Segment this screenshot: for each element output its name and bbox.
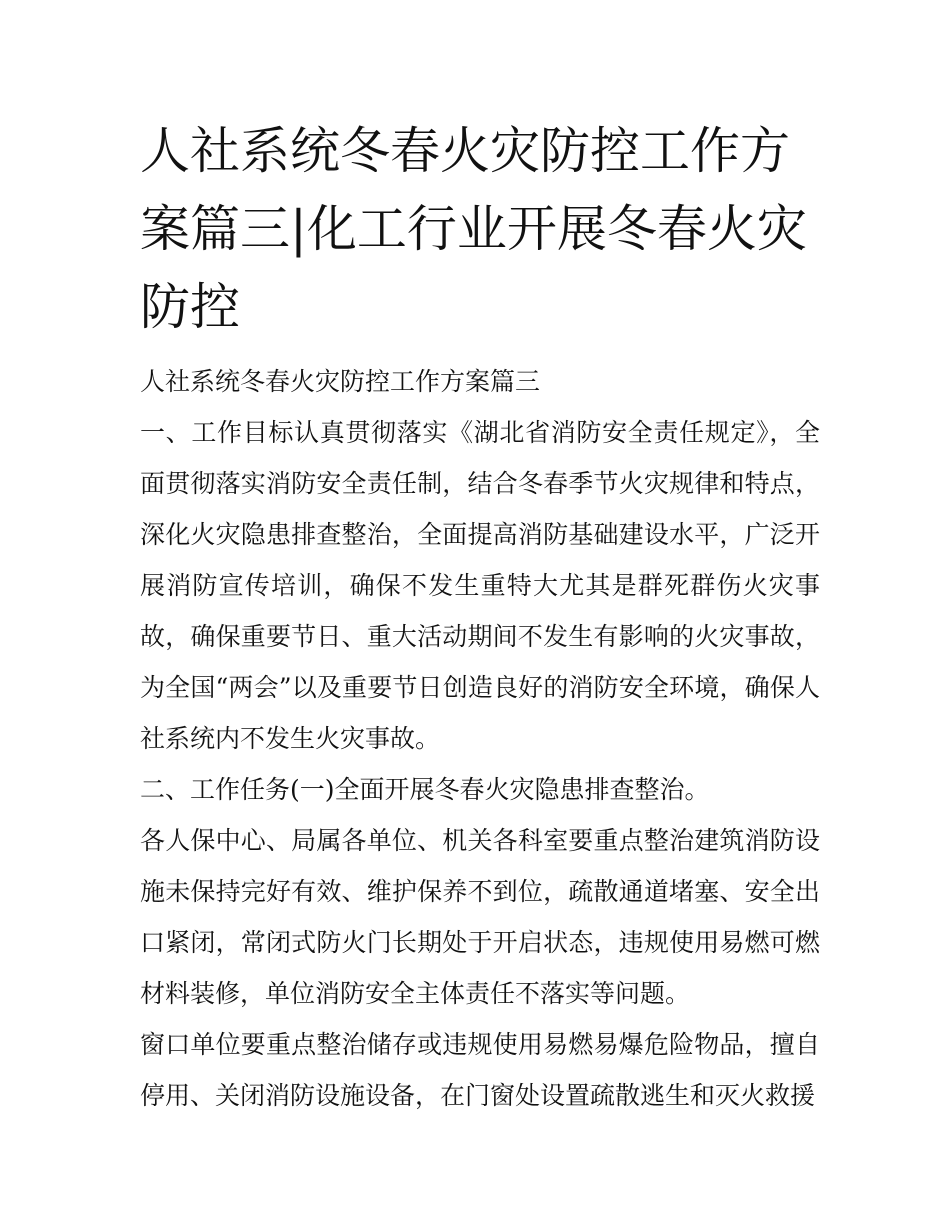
- paragraph-work-goals: 一、工作目标认真贯彻落实《湖北省消防安全责任规定》，全面贯彻落实消防安全责任制，结合冬春季节火灾规律和特点，深化火灾隐患排查整治，全面提高消防基础建设水平，广泛开展消防宣传培训，确保不发生重特大尤其是群死群伤火灾事故，确保重要节日、重大活动期间不发生有影响的火灾事故，为全国“两会”以及重要节日创造良好的消防安全环境，确保人社系统内不发生火灾事故。: [140, 418, 820, 753]
- paragraph-subtitle: 人社系统冬春火灾防控工作方案篇三: [140, 367, 541, 396]
- paragraph-units-rectification: 各人保中心、局属各单位、机关各科室要重点整治建筑消防设施未保持完好有效、维护保养不到位，疏散通道堵塞、安全出口紧闭，常闭式防火门长期处于开启状态，违规使用易燃可燃材料装修，单位消防安全主体责任不落实等问题。: [140, 826, 820, 1008]
- paragraph-window-units: 窗口单位要重点整治储存或违规使用易燃易爆危险物品，擅自停用、关闭消防设施设备，在门窗处设置疏散逃生和灭火救援: [140, 1030, 820, 1110]
- document-body: [140, 356, 820, 1121]
- paragraph-work-tasks: 二、工作任务(一)全面开展冬春火灾隐患排查整治。: [140, 775, 710, 804]
- page-title: 人社系统冬春火灾防控工作方案篇三|化工行业开展冬春火灾防控: [140, 122, 807, 336]
